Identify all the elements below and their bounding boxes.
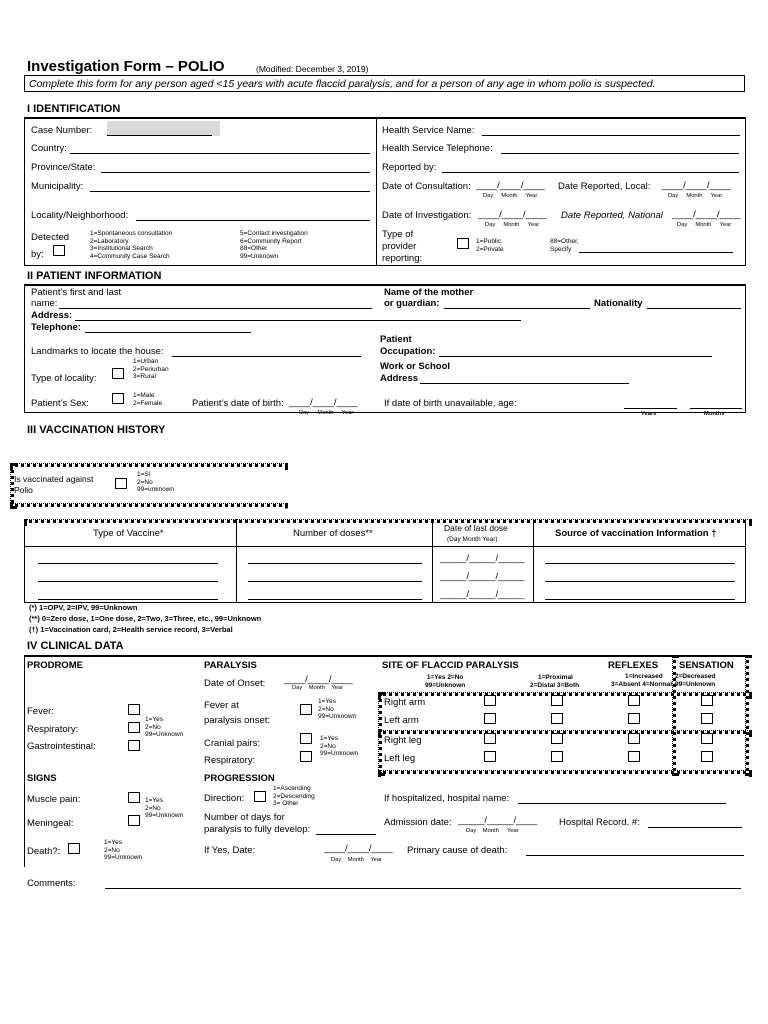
sensation-options: 2=Decreased 99=Unknown bbox=[675, 673, 716, 688]
cause-death-label: Primary cause of death: bbox=[407, 845, 508, 856]
divider bbox=[24, 519, 25, 602]
telephone-field[interactable] bbox=[85, 332, 251, 333]
locality-type-options: 1=Urban 2=Periurban 3=Rural bbox=[133, 358, 169, 380]
meningeal-label: Meningeal: bbox=[27, 818, 74, 829]
divider bbox=[24, 284, 25, 412]
direction-options: 1=Ascending 2=Descending 3= Other bbox=[273, 785, 315, 807]
divider bbox=[24, 519, 752, 523]
divider bbox=[24, 655, 746, 657]
health-service-name-label: Health Service Name: bbox=[382, 125, 475, 136]
last-dose-field-1[interactable]: _____/_____/_____ bbox=[440, 553, 525, 564]
source-field-2[interactable] bbox=[545, 581, 735, 582]
respiratory-paralysis-label: Respiratory: bbox=[204, 755, 256, 766]
divider bbox=[432, 519, 433, 602]
instruction-box bbox=[24, 75, 745, 92]
detected-label-2: by: bbox=[31, 249, 44, 260]
doses-field-1[interactable] bbox=[248, 563, 422, 564]
section-vaccination-heading: III VACCINATION HISTORY bbox=[27, 424, 166, 436]
provider-label-1: Type of bbox=[382, 229, 414, 240]
occupation-label: Patient bbox=[380, 334, 412, 345]
reflex-right-leg-checkbox[interactable] bbox=[628, 733, 640, 744]
sensation-left-arm-checkbox[interactable] bbox=[701, 713, 713, 724]
locality-type-checkbox[interactable] bbox=[112, 368, 124, 379]
dob-field[interactable]: ____/____/____ bbox=[289, 397, 358, 408]
case-number-field[interactable] bbox=[107, 121, 220, 136]
form-title: Investigation Form – POLIO bbox=[27, 58, 225, 75]
reflex-left-leg-checkbox[interactable] bbox=[628, 751, 640, 762]
respiratory-label: Respiratory: bbox=[27, 724, 79, 735]
provider-other-field[interactable] bbox=[579, 252, 733, 253]
section-identification-heading: I IDENTIFICATION bbox=[27, 103, 121, 115]
dmy-label: Day Month Year bbox=[677, 222, 732, 228]
date-onset-label: Date of Onset: bbox=[204, 678, 266, 689]
vaccinated-question-2: Polio bbox=[14, 485, 33, 495]
detected-options: 1=Spontaneous consultation 2=Laboratory 3=Institutional Search 4=Community Case Search bbox=[90, 230, 173, 260]
site-options: 1=Yes 2=No 99=Unknown bbox=[425, 674, 466, 689]
dmy-label: Day Month Year bbox=[466, 828, 519, 834]
fever-onset-label-2: paralysis onset: bbox=[204, 715, 271, 726]
provider-other-option: 88=Other, Specify bbox=[550, 238, 579, 253]
vaccine-type-field-2[interactable] bbox=[38, 581, 218, 582]
reflex-right-arm-checkbox[interactable] bbox=[628, 695, 640, 706]
nationality-label: Nationality bbox=[594, 298, 643, 309]
country-field[interactable] bbox=[70, 153, 370, 154]
section-patient-heading: II PATIENT INFORMATION bbox=[27, 270, 162, 282]
muscle-pain-label: Muscle pain: bbox=[27, 794, 81, 805]
dmy-label: Day Month Year bbox=[299, 410, 354, 416]
divider bbox=[376, 117, 377, 265]
vaccinated-options: 1=Sí 2=No 99=unknown bbox=[137, 471, 175, 493]
sex-options: 1=Male 2=Female bbox=[133, 392, 163, 407]
locality-label: Locality/Neighborhood: bbox=[31, 210, 129, 221]
direction-checkbox[interactable] bbox=[254, 791, 266, 802]
vaccine-type-field-3[interactable] bbox=[38, 599, 218, 600]
prodrome-options: 1=Yes 2=No 99=Unknown bbox=[145, 716, 184, 738]
proximal-options: 1=Proximal 2=Distal 3=Both bbox=[530, 674, 580, 689]
case-number-line bbox=[107, 135, 212, 136]
telephone-label: Telephone: bbox=[31, 322, 81, 333]
detected-by-checkbox[interactable] bbox=[53, 245, 65, 256]
detected-options-b: 5=Contact investigation 6=Community Report 88=Other 99=Unknown bbox=[240, 230, 308, 260]
dmy-label: Day Month Year bbox=[668, 193, 723, 199]
limb-right-arm: Right arm bbox=[384, 697, 426, 708]
locality-type-label: Type of locality: bbox=[31, 373, 97, 384]
admission-date-field[interactable]: _____/_____/____ bbox=[458, 815, 538, 826]
divider bbox=[378, 770, 752, 774]
patient-name-label-2: name: bbox=[31, 298, 58, 309]
last-dose-field-3[interactable]: _____/_____/_____ bbox=[440, 589, 525, 600]
reported-by-field[interactable] bbox=[442, 172, 739, 173]
sex-label: Patient’s Sex: bbox=[31, 398, 89, 409]
muscle-pain-checkbox[interactable] bbox=[128, 792, 140, 803]
direction-label: Direction: bbox=[204, 793, 245, 804]
vaccine-note-2: (**) 0=Zero dose, 1=One dose, 2=Two, 3=Three, etc., 99=Unknown bbox=[29, 614, 262, 623]
case-number-label: Case Number: bbox=[31, 125, 93, 136]
progression-heading: PROGRESSION bbox=[204, 773, 275, 784]
date-reported-national-field[interactable]: ____/____/____ bbox=[672, 209, 741, 220]
provider-type-checkbox[interactable] bbox=[457, 238, 469, 249]
sex-checkbox[interactable] bbox=[112, 393, 124, 404]
death-date-label: If Yes, Date: bbox=[204, 845, 256, 856]
doses-field-2[interactable] bbox=[248, 581, 422, 582]
col-last-dose-sub: (Day Month Year) bbox=[447, 536, 498, 543]
limb-left-arm: Left arm bbox=[384, 715, 419, 726]
comments-label: Comments: bbox=[27, 878, 76, 889]
mother-label-2: or guardian: bbox=[384, 298, 440, 309]
age-months-field[interactable] bbox=[690, 408, 742, 409]
divider bbox=[24, 412, 746, 413]
site-right-leg-checkbox[interactable] bbox=[484, 733, 496, 744]
mother-label: Name of the mother bbox=[384, 287, 474, 298]
fever-label: Fever: bbox=[27, 706, 54, 717]
provider-label-3: reporting: bbox=[382, 253, 423, 264]
vaccine-note-1: (*) 1=OPV, 2=IPV, 99=Unknown bbox=[29, 603, 138, 612]
cranial-pairs-label: Cranial pairs: bbox=[204, 738, 260, 749]
vaccinated-question: Is vaccinated against bbox=[14, 474, 94, 484]
date-reported-local-field[interactable]: ____/____/____ bbox=[662, 180, 731, 191]
address-field[interactable] bbox=[75, 320, 521, 321]
divider bbox=[745, 117, 746, 265]
reflex-left-arm-checkbox[interactable] bbox=[628, 713, 640, 724]
divider bbox=[378, 692, 382, 776]
reflexes-heading: REFLEXES bbox=[608, 660, 659, 671]
health-service-name-field[interactable] bbox=[482, 135, 740, 136]
cranial-options: 1=Yes 2=No 99=Unknown bbox=[320, 735, 359, 757]
source-field-1[interactable] bbox=[545, 563, 735, 564]
health-service-telephone-label: Health Service Telephone: bbox=[382, 143, 493, 154]
country-label: Country: bbox=[31, 143, 67, 154]
provider-label-2: provider bbox=[382, 241, 417, 252]
sensation-heading: SENSATION bbox=[679, 660, 734, 671]
years-label: Years bbox=[641, 411, 657, 417]
vaccine-note-3: (†) 1=Vaccination card, 2=Health service record, 3=Verbal bbox=[29, 625, 233, 634]
fever-onset-options: 1=Yes 2=No 99=Unknown bbox=[318, 698, 357, 720]
source-field-3[interactable] bbox=[545, 599, 735, 600]
paralysis-heading: PARALYSIS bbox=[204, 660, 257, 671]
date-reported-local-label: Date Reported, Local: bbox=[558, 181, 651, 192]
date-consultation-label: Date of Consultation: bbox=[382, 181, 471, 192]
last-dose-field-2[interactable]: _____/_____/_____ bbox=[440, 571, 525, 582]
col-source: Source of vaccination Information † bbox=[555, 528, 717, 539]
age-label: If date of birth unavailable, age: bbox=[384, 398, 517, 409]
date-onset-field[interactable]: ____/____/____ bbox=[284, 674, 353, 685]
proximal-right-leg-checkbox[interactable] bbox=[551, 733, 563, 744]
work-address-label: Work or School bbox=[380, 361, 451, 372]
occupation-field[interactable] bbox=[439, 356, 712, 357]
section-clinical-heading: IV CLINICAL DATA bbox=[27, 640, 124, 652]
hospital-name-label: If hospitalized, hospital name: bbox=[384, 793, 510, 804]
instruction-text: Complete this form for any person aged <15 years with acute flaccid paralysis, and for a person of any age in whom polio is suspected. bbox=[29, 78, 656, 90]
proximal-left-arm-checkbox[interactable] bbox=[551, 713, 563, 724]
limb-left-leg: Left leg bbox=[384, 753, 416, 764]
divider bbox=[533, 519, 534, 602]
doses-field-3[interactable] bbox=[248, 599, 422, 600]
respiratory-paralysis-checkbox[interactable] bbox=[300, 751, 312, 762]
divider bbox=[24, 265, 746, 266]
dmy-label: Day Month Year bbox=[485, 222, 540, 228]
signs-heading: SIGNS bbox=[27, 773, 57, 784]
sensation-right-leg-checkbox[interactable] bbox=[701, 733, 713, 744]
gastro-label: Gastrointestinal: bbox=[27, 741, 96, 752]
comments-field[interactable] bbox=[105, 888, 741, 889]
locality-field[interactable] bbox=[136, 220, 370, 221]
address-label: Address: bbox=[31, 310, 73, 321]
divider bbox=[236, 519, 237, 602]
days-develop-label-2: paralysis to fully develop: bbox=[204, 824, 311, 835]
modified-date: (Modified: December 3, 2019) bbox=[256, 64, 369, 74]
meningeal-checkbox[interactable] bbox=[128, 815, 140, 826]
date-investigation-field[interactable]: ____/____/____ bbox=[478, 209, 547, 220]
divider bbox=[745, 655, 749, 776]
patient-name-field[interactable] bbox=[59, 308, 372, 309]
sensation-left-leg-checkbox[interactable] bbox=[701, 751, 713, 762]
vaccine-type-field-1[interactable] bbox=[38, 563, 218, 564]
gastro-checkbox[interactable] bbox=[128, 740, 140, 751]
divider bbox=[24, 117, 746, 119]
municipality-field[interactable] bbox=[90, 191, 370, 192]
vaccinated-checkbox[interactable] bbox=[115, 478, 127, 489]
landmarks-field[interactable] bbox=[172, 356, 361, 357]
divider bbox=[745, 284, 746, 412]
fever-onset-checkbox[interactable] bbox=[300, 704, 312, 715]
cause-death-field[interactable] bbox=[526, 855, 744, 856]
hospital-record-label: Hospital Record. #: bbox=[559, 817, 640, 828]
col-vaccine-type: Type of Vaccine* bbox=[93, 528, 164, 539]
divider bbox=[24, 546, 746, 547]
days-develop-field[interactable] bbox=[316, 834, 376, 835]
hospital-record-field[interactable] bbox=[648, 827, 742, 828]
dmy-label: Day Month Year bbox=[331, 857, 383, 863]
divider bbox=[24, 117, 25, 265]
dmy-label: Day Month Year bbox=[292, 685, 344, 691]
reported-by-label: Reported by: bbox=[382, 162, 437, 173]
divider bbox=[378, 692, 752, 696]
divider bbox=[10, 463, 288, 467]
fever-checkbox[interactable] bbox=[128, 704, 140, 715]
site-right-arm-checkbox[interactable] bbox=[484, 695, 496, 706]
detected-label: Detected bbox=[31, 232, 70, 243]
health-service-telephone-field[interactable] bbox=[501, 153, 739, 154]
municipality-label: Municipality: bbox=[31, 181, 84, 192]
reflexes-options: 1=Increased 3=Absent 4=Normal bbox=[611, 673, 673, 688]
hospital-name-field[interactable] bbox=[518, 803, 726, 804]
work-address-field[interactable] bbox=[420, 383, 629, 384]
sensation-right-arm-checkbox[interactable] bbox=[701, 695, 713, 706]
col-doses: Number of doses** bbox=[293, 528, 373, 539]
days-develop-label: Number of days for bbox=[204, 812, 285, 823]
death-label: Death?: bbox=[27, 846, 61, 857]
months-label: Months bbox=[704, 411, 725, 417]
cranial-pairs-checkbox[interactable] bbox=[300, 733, 312, 744]
col-last-dose-date: Date of last dose bbox=[444, 523, 508, 533]
site-heading: SITE OF FLACCID PARALYSIS bbox=[382, 660, 519, 671]
nationality-field[interactable] bbox=[647, 308, 741, 309]
provider-options: 1=Public 2=Private bbox=[476, 238, 504, 253]
divider bbox=[24, 284, 746, 286]
dmy-label: Day Month Year bbox=[483, 193, 538, 199]
divider bbox=[378, 730, 752, 734]
proximal-left-leg-checkbox[interactable] bbox=[551, 751, 563, 762]
date-reported-national-label: Date Reported, National bbox=[561, 210, 663, 221]
patient-name-label: Patient’s first and last bbox=[31, 287, 122, 298]
date-investigation-label: Date of Investigation: bbox=[382, 210, 472, 221]
divider bbox=[24, 655, 25, 867]
province-label: Province/State: bbox=[31, 162, 96, 173]
site-left-leg-checkbox[interactable] bbox=[484, 751, 496, 762]
death-options: 1=Yes 2=No 99=Unknown bbox=[104, 839, 143, 861]
admission-date-label: Admission date: bbox=[384, 817, 452, 828]
prodrome-heading: PRODROME bbox=[27, 660, 83, 671]
limb-right-leg: Right leg bbox=[384, 735, 422, 746]
province-field[interactable] bbox=[101, 172, 370, 173]
proximal-right-arm-checkbox[interactable] bbox=[551, 695, 563, 706]
occupation-label-2: Occupation: bbox=[380, 346, 436, 357]
divider bbox=[10, 503, 288, 507]
divider bbox=[745, 519, 746, 602]
age-years-field[interactable] bbox=[624, 408, 677, 409]
date-consultation-field[interactable]: ____/____/____ bbox=[476, 180, 545, 191]
site-left-arm-checkbox[interactable] bbox=[484, 713, 496, 724]
mother-field[interactable] bbox=[444, 308, 590, 309]
work-address-label-2: Address bbox=[380, 373, 419, 384]
death-checkbox[interactable] bbox=[68, 843, 80, 854]
signs-options: 1=Yes 2=No 99=Unknown bbox=[145, 797, 184, 819]
respiratory-checkbox[interactable] bbox=[128, 722, 140, 733]
fever-onset-label: Fever at bbox=[204, 700, 239, 711]
landmarks-label: Landmarks to locate the house: bbox=[31, 346, 164, 357]
death-date-field[interactable]: ____/____/____ bbox=[324, 843, 393, 854]
dob-label: Patient’s date of birth: bbox=[192, 398, 284, 409]
